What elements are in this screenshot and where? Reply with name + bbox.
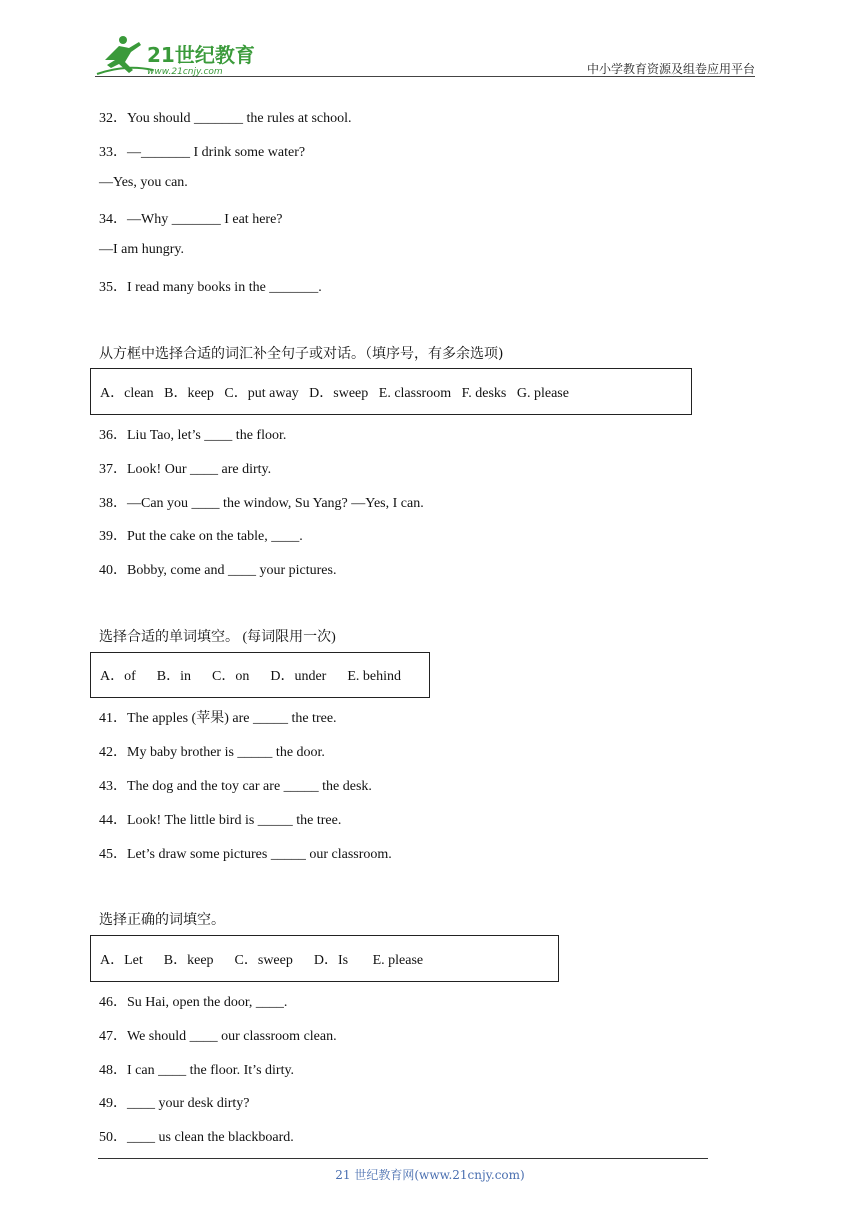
question-46: 46．Su Hai, open the door, ____. (99, 995, 288, 1010)
section-2-options: A．clean B．keep C．put away D．sweep E. classroom F. desks G. please (100, 385, 569, 401)
section-3-options: A．of B．in C．on D．under E. behind (100, 669, 401, 684)
question-35: 35．I read many books in the _______. (99, 280, 322, 295)
section-4-word-box (90, 935, 559, 982)
section-2-word-box (90, 368, 692, 415)
question-33: 33．—_______ I drink some water? (99, 145, 306, 160)
question-43: 43．The dog and the toy car are _____ the desk. (99, 779, 372, 794)
header-divider (95, 76, 755, 77)
section-4-title: 选择正确的词填空。 (99, 912, 225, 928)
logo-text: 21世纪教育 (147, 43, 255, 67)
footer-text: 21 世纪教育网(www.21cnjy.com) (335, 1168, 525, 1182)
running-man-icon (97, 36, 153, 74)
logo (95, 34, 265, 78)
question-36: 36．Liu Tao, let’s ____ the floor. (99, 428, 287, 443)
footer-divider (98, 1158, 708, 1159)
answer-34: —I am hungry. (99, 242, 185, 257)
question-38: 38．—Can you ____ the window, Su Yang? —Yes, I can. (99, 496, 424, 511)
question-37: 37．Look! Our ____ are dirty. (99, 462, 272, 477)
question-44: 44．Look! The little bird is _____ the tree. (99, 813, 342, 828)
platform-name: 中小学教育资源及组卷应用平台 (586, 62, 755, 76)
question-34: 34．—Why _______ I eat here? (99, 212, 283, 227)
question-47: 47．We should ____ our classroom clean. (99, 1029, 337, 1044)
section-3-word-box (90, 652, 430, 698)
question-39: 39．Put the cake on the table, ____. (99, 529, 303, 544)
question-42: 42．My baby brother is _____ the door. (99, 745, 325, 760)
section-2-title: 从方框中选择合适的词汇补全句子或对话。（填序号，有多余选项) (99, 346, 504, 362)
question-32: 32．You should _______ the rules at school. (99, 111, 352, 126)
question-40: 40．Bobby, come and ____ your pictures. (99, 563, 337, 578)
section-4-options: A．Let B．keep C．sweep D．Is E. please (100, 952, 424, 968)
question-50: 50．____ us clean the blackboard. (99, 1130, 294, 1145)
section-3-title (99, 626, 336, 646)
section-3-title-note: (每词限用一次) (239, 630, 336, 645)
question-41: 41．The apples (苹果) are _____ the tree. (99, 711, 337, 726)
question-49: 49．____ your desk dirty? (99, 1096, 250, 1111)
question-48: 48．I can ____ the floor. It’s dirty. (99, 1063, 295, 1078)
page-header (95, 34, 755, 78)
section-3-title-cn: 选择合适的单词填空。 (99, 629, 239, 645)
question-45: 45．Let’s draw some pictures _____ our classroom. (99, 847, 392, 862)
logo-url: www.21cnjy.com (147, 67, 223, 77)
answer-33: —Yes, you can. (99, 175, 188, 190)
